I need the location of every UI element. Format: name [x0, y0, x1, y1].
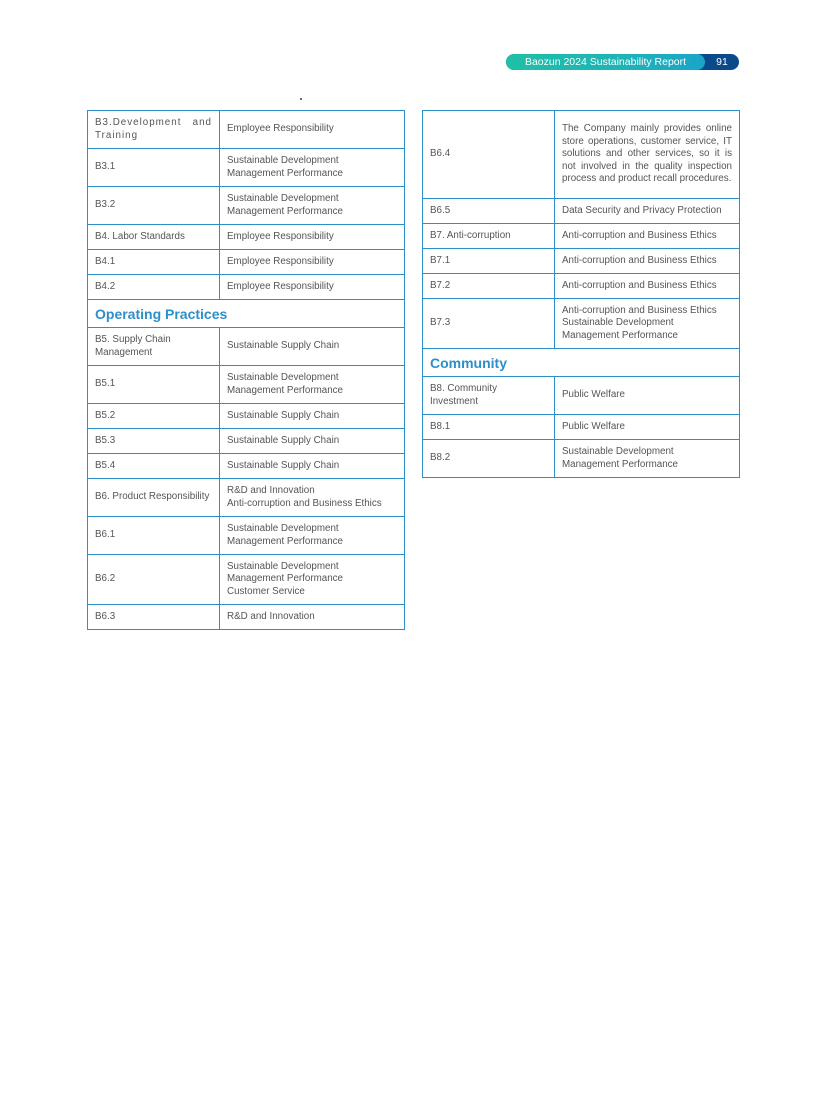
table-row: [88, 366, 405, 404]
reference-line: Management Performance: [227, 205, 343, 217]
reference-line: Management Performance: [227, 384, 343, 396]
table-row: [88, 250, 405, 275]
reference-cell: [220, 275, 405, 300]
reference-line: Sustainable Supply Chain: [227, 409, 340, 421]
indicator-code: B5.2: [88, 404, 220, 429]
table-row: [423, 440, 740, 478]
table-row: [88, 225, 405, 250]
indicator-code: B4.2: [88, 275, 220, 300]
reference-cell: [555, 377, 740, 415]
reference-line: Sustainable Development: [227, 193, 339, 205]
reference-line: Management Performance: [227, 573, 343, 585]
section-row: [88, 300, 405, 328]
indicator-code: B6.4: [423, 111, 555, 199]
reference-cell: [220, 366, 405, 404]
reference-cell: [220, 149, 405, 187]
reference-cell: [220, 479, 405, 517]
reference-cell: [220, 517, 405, 555]
indicator-code: B7.3: [423, 299, 555, 349]
section-heading: Community: [423, 349, 740, 377]
reference-cell: [555, 440, 740, 478]
indicator-code: B6.1: [88, 517, 220, 555]
reference-line: Public Welfare: [562, 389, 625, 401]
reference-line: Customer Service: [227, 585, 305, 597]
reference-line: Anti-corruption and Business Ethics: [562, 229, 717, 241]
indicator-code: B5. Supply Chain Management: [88, 328, 220, 366]
reference-line: Sustainable Supply Chain: [227, 459, 340, 471]
reference-line: Management Performance: [227, 535, 343, 547]
reference-line: Management Performance: [227, 167, 343, 179]
reference-cell: [220, 555, 405, 605]
table-row: [423, 249, 740, 274]
table-row: [423, 415, 740, 440]
report-title: Baozun 2024 Sustainability Report: [506, 54, 705, 70]
reference-line: Sustainable Development: [227, 372, 339, 384]
reference-cell: [555, 249, 740, 274]
reference-line: Employee Responsibility: [227, 123, 334, 135]
table-row: [423, 224, 740, 249]
reference-cell: [220, 111, 405, 149]
indicator-code: B7.1: [423, 249, 555, 274]
page-number: 91: [716, 56, 728, 68]
reference-cell: [555, 299, 740, 349]
table-row: [88, 517, 405, 555]
reference-line: Sustainable Development: [227, 523, 339, 535]
table-row: [88, 187, 405, 225]
reference-cell: [555, 199, 740, 224]
indicator-code: B3.2: [88, 187, 220, 225]
table-row: [88, 111, 405, 149]
reference-cell: [555, 415, 740, 440]
reference-line: Sustainable Development: [562, 446, 674, 458]
reference-line: Public Welfare: [562, 420, 625, 432]
reference-line: Sustainable Development: [562, 317, 674, 329]
reference-line: The Company mainly provides online store operations, customer service, IT solutions and other services, so it is not involved in the quality inspection process and product recall procedures.: [562, 123, 732, 185]
indicator-code: B7.2: [423, 274, 555, 299]
table-row: [423, 299, 740, 349]
stray-dot: [300, 98, 302, 100]
table-row: [88, 454, 405, 479]
table-row: [88, 479, 405, 517]
reference-cell: [220, 404, 405, 429]
reference-line: Anti-corruption and Business Ethics: [562, 304, 717, 316]
indicator-code: B5.4: [88, 454, 220, 479]
reference-line: Anti-corruption and Business Ethics: [562, 254, 717, 266]
reference-cell: [555, 111, 740, 199]
reference-line: R&D and Innovation: [227, 610, 315, 622]
header-report-pill: [506, 54, 739, 70]
reference-cell: [220, 225, 405, 250]
indicator-code: B8.2: [423, 440, 555, 478]
table-row: [423, 274, 740, 299]
reference-cell: [220, 187, 405, 225]
reference-cell: [220, 429, 405, 454]
indicator-code: B6.2: [88, 555, 220, 605]
indicator-code: B6.5: [423, 199, 555, 224]
reference-line: Sustainable Development: [227, 155, 339, 167]
table-row: [88, 605, 405, 630]
reference-cell: [220, 250, 405, 275]
reference-line: Sustainable Supply Chain: [227, 340, 340, 352]
reference-cell: [220, 454, 405, 479]
table-row: [88, 149, 405, 187]
indicator-code: B4.1: [88, 250, 220, 275]
reference-cell: [555, 224, 740, 249]
table-row: [88, 275, 405, 300]
reference-line: R&D and Innovation: [227, 485, 315, 497]
indicator-code: B6.3: [88, 605, 220, 630]
reference-line: Anti-corruption and Business Ethics: [227, 497, 382, 509]
section-row: [423, 349, 740, 377]
reference-cell: [220, 328, 405, 366]
indicator-code: B3.Development and Training: [88, 111, 220, 149]
indicator-code: B8. Community Investment: [423, 377, 555, 415]
section-heading: Operating Practices: [88, 300, 405, 328]
table-row: [88, 429, 405, 454]
reference-line: Sustainable Development: [227, 560, 339, 572]
indicator-code: B7. Anti-corruption: [423, 224, 555, 249]
indicator-code: B5.1: [88, 366, 220, 404]
table-row: [423, 377, 740, 415]
indicator-code: B6. Product Responsibility: [88, 479, 220, 517]
reference-line: Employee Responsibility: [227, 230, 334, 242]
reference-line: Employee Responsibility: [227, 255, 334, 267]
table-row: [88, 404, 405, 429]
reference-line: Management Performance: [562, 329, 678, 341]
reference-line: Management Performance: [562, 458, 678, 470]
left-index-table: [87, 110, 405, 630]
indicator-code: B3.1: [88, 149, 220, 187]
reference-line: Sustainable Supply Chain: [227, 434, 340, 446]
reference-line: Anti-corruption and Business Ethics: [562, 279, 717, 291]
reference-cell: [220, 605, 405, 630]
reference-line: Employee Responsibility: [227, 280, 334, 292]
indicator-code: B5.3: [88, 429, 220, 454]
reference-line: Data Security and Privacy Protection: [562, 204, 722, 216]
indicator-code: B8.1: [423, 415, 555, 440]
reference-cell: [555, 274, 740, 299]
table-row: [423, 199, 740, 224]
table-row: [88, 555, 405, 605]
indicator-code: B4. Labor Standards: [88, 225, 220, 250]
right-index-table: [422, 110, 740, 478]
table-row: [423, 111, 740, 199]
table-row: [88, 328, 405, 366]
